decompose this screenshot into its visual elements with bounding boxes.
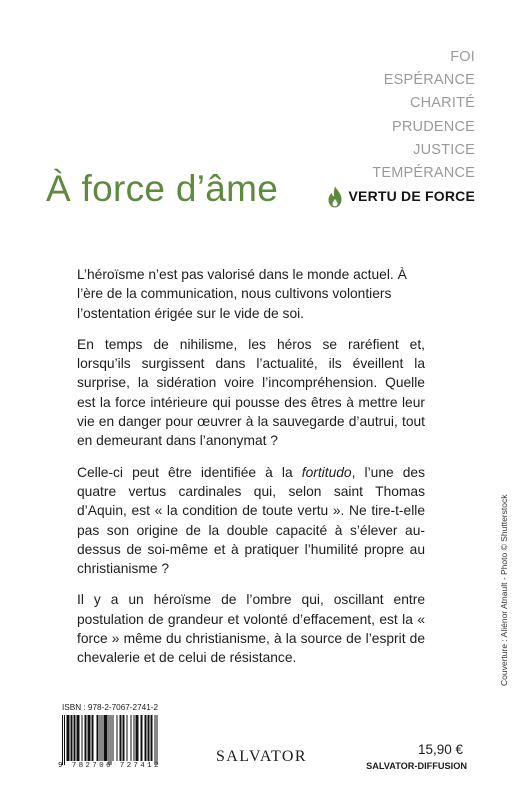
paragraph-3-start: Celle-ci peut être identifiée à la [77,464,302,480]
barcode-bar [104,715,108,761]
barcode-bar [92,715,94,761]
barcode-bar [85,715,87,761]
barcode-bar [136,715,139,761]
paragraph-3-end: , l’une des quatre vertus cardinales qui, selon saint Thomas d’Aquin, est « la condition de toute vertu ». Ne tire-t-elle pas son origine de la double capacité à s’élever au-dessus de soi-même et à pratiquer l’humilité propre au christianisme ? [77,464,425,577]
barcode-bar [62,715,63,765]
barcode-bar [64,715,65,765]
virtue-charite: CHARITÉ [409,95,475,112]
barcode-bar [88,715,91,761]
barcode-bar [117,715,118,761]
publisher-logo: SALVATOR [216,748,307,765]
barcode-bar [100,715,101,761]
barcode-bar [82,715,83,761]
paragraph-1: L’héroïsme n’est pas valorisé dans le monde actuel. À l’ère de la communication, nous cultivons volontiers l’ostentation érigée sur le vide de soi. [77,267,407,321]
flame-icon [327,186,343,208]
barcode-bar [131,715,132,761]
barcode-bar [74,715,76,761]
virtues-list [327,46,475,208]
virtue-force-label: VERTU DE FORCE [348,188,475,205]
barcode-bar [111,715,112,765]
barcode-bar [120,715,122,761]
barcode-bar [102,715,103,761]
virtue-temperance: TEMPÉRANCE [372,165,475,182]
paragraph-2: En temps de nihilisme, les héros se raréfient et, lorsqu’ils surgissent dans l’actualité, ils éveillent la surprise, la sidération voire l’incompréhension. Quelle est la force intérieure qui pousse des êtres à mettre leur vie en danger pour œuvrer à la sauvegarde d’autrui, tout en demeurant dans l’anonymat ? [77,336,425,449]
barcode-bar [148,715,150,761]
book-title: À force d’âme [46,168,279,209]
price: 15,90 € [417,742,463,757]
barcode-bar [123,715,125,761]
barcode-bar [127,715,128,761]
barcode-bar [157,715,158,765]
virtue-foi: FOI [450,49,475,65]
isbn-label: ISBN : 978-2-7067-2741-2 [62,703,159,712]
barcode-digits: 9 782706 727412 [58,762,161,770]
barcode-bar [134,715,135,761]
barcode-bar [155,715,156,765]
paragraph-4: Il y a un héroïsme de l’ombre qui, oscillant entre postulation de grandeur et volonté d’effacement, est la « force » même du christianisme, à la source de l’esprit de chevalerie et de celui de résistance. [77,592,425,666]
distributor: SALVATOR-DIFFUSION [366,761,467,771]
virtue-force-active [327,185,475,208]
paragraph-3-italic: fortitudo [301,464,352,480]
barcode-bar [151,715,153,761]
back-cover-text [77,265,425,680]
barcode-bar [67,715,70,761]
barcode-bar [141,715,143,761]
barcode [62,715,177,765]
virtue-justice: JUSTICE [413,141,475,158]
barcode-bar [71,715,73,761]
cover-credit: Couverture : Aliénor Atnault - Photo © Shutterstock [499,494,509,686]
virtue-esperance: ESPÉRANCE [383,72,475,89]
paragraph-3 [77,463,425,579]
virtue-prudence: PRUDENCE [392,118,475,135]
barcode-bar [113,715,114,761]
barcode-bar [109,715,110,765]
barcode-bar [97,715,99,761]
barcode-bar [145,715,147,761]
barcode-bar [77,715,80,761]
